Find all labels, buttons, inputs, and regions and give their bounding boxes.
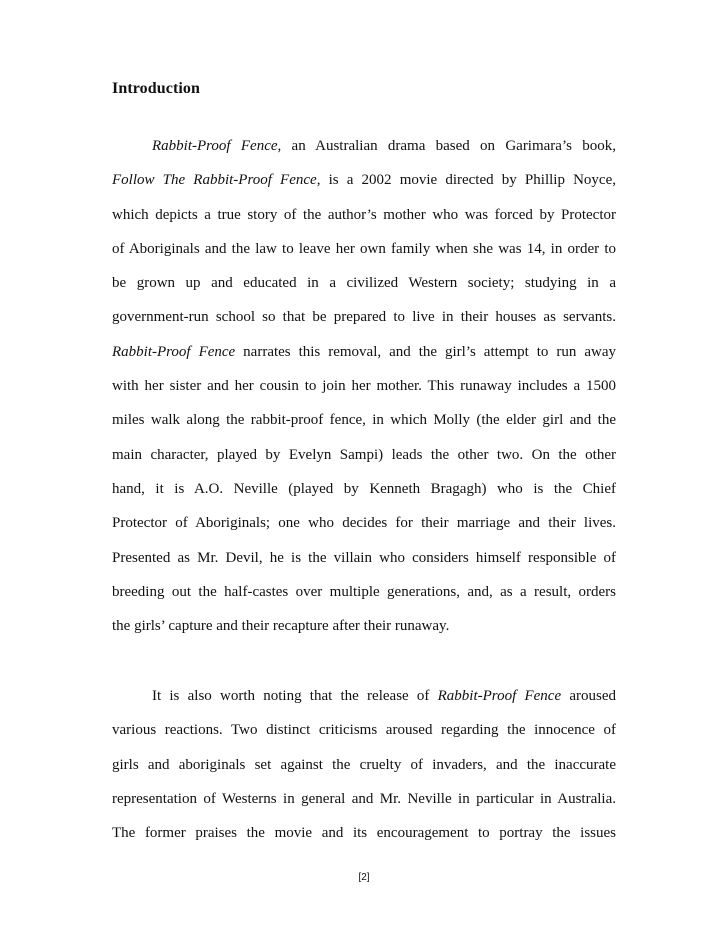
film-title: Rabbit-Proof Fence bbox=[152, 138, 278, 154]
text-line: of Aboriginals and the law to leave her own family when she was 14, in order to bbox=[112, 240, 616, 257]
text-line: Presented as Mr. Devil, he is the villain who considers himself responsible of bbox=[112, 549, 616, 566]
text-line: with her sister and her cousin to join her mother. This runaway includes a 1500 bbox=[112, 378, 616, 395]
book-title: Follow The Rabbit-Proof Fence bbox=[112, 172, 317, 189]
text-line: main character, played by Evelyn Sampi) leads the other two. On the other bbox=[112, 446, 616, 463]
text-line: It is also worth noting that the release of Rabbit-Proof Fence aroused bbox=[152, 688, 616, 704]
text-line: breeding out the half-castes over multiple generations, and, as a result, orders bbox=[112, 583, 616, 600]
page-number: [2] bbox=[358, 872, 370, 883]
text-line: Protector of Aboriginals; one who decides for their marriage and their lives. bbox=[112, 515, 616, 532]
film-title: Rabbit-Proof Fence bbox=[437, 688, 562, 704]
text-line: hand, it is A.O. Neville (played by Kenneth Bragagh) who is the Chief bbox=[112, 480, 616, 497]
paragraph-2 bbox=[112, 679, 616, 850]
paragraph-1 bbox=[112, 129, 616, 643]
text-line: Rabbit-Proof Fence, an Australian drama based on Garimara’s book, bbox=[152, 138, 616, 154]
text-line: representation of Westerns in general and Mr. Neville in particular in Australia. bbox=[112, 790, 616, 807]
text-line: Rabbit-Proof Fence narrates this removal, and the girl’s attempt to run away bbox=[112, 343, 616, 360]
text-line: miles walk along the rabbit-proof fence, in which Molly (the elder girl and the bbox=[112, 412, 616, 429]
section-heading: Introduction bbox=[112, 80, 201, 97]
text-line: The former praises the movie and its encouragement to portray the issues bbox=[112, 825, 616, 842]
text-line: be grown up and educated in a civilized Western society; studying in a bbox=[112, 275, 616, 292]
text-line: girls and aboriginals set against the cruelty of invaders, and the inaccurate bbox=[112, 756, 616, 773]
text-line: Follow The Rabbit-Proof Fence, is a 2002 movie directed by Phillip Noyce, bbox=[112, 172, 616, 189]
text-line: government-run school so that be prepared to live in their houses as servants. bbox=[112, 309, 616, 326]
film-title: Rabbit-Proof Fence bbox=[112, 343, 236, 360]
text-line: the girls’ capture and their recapture after their runaway. bbox=[112, 618, 450, 635]
text-line: various reactions. Two distinct criticisms aroused regarding the innocence of bbox=[112, 722, 616, 739]
text-line: which depicts a true story of the author’s mother who was forced by Protector bbox=[112, 206, 616, 223]
